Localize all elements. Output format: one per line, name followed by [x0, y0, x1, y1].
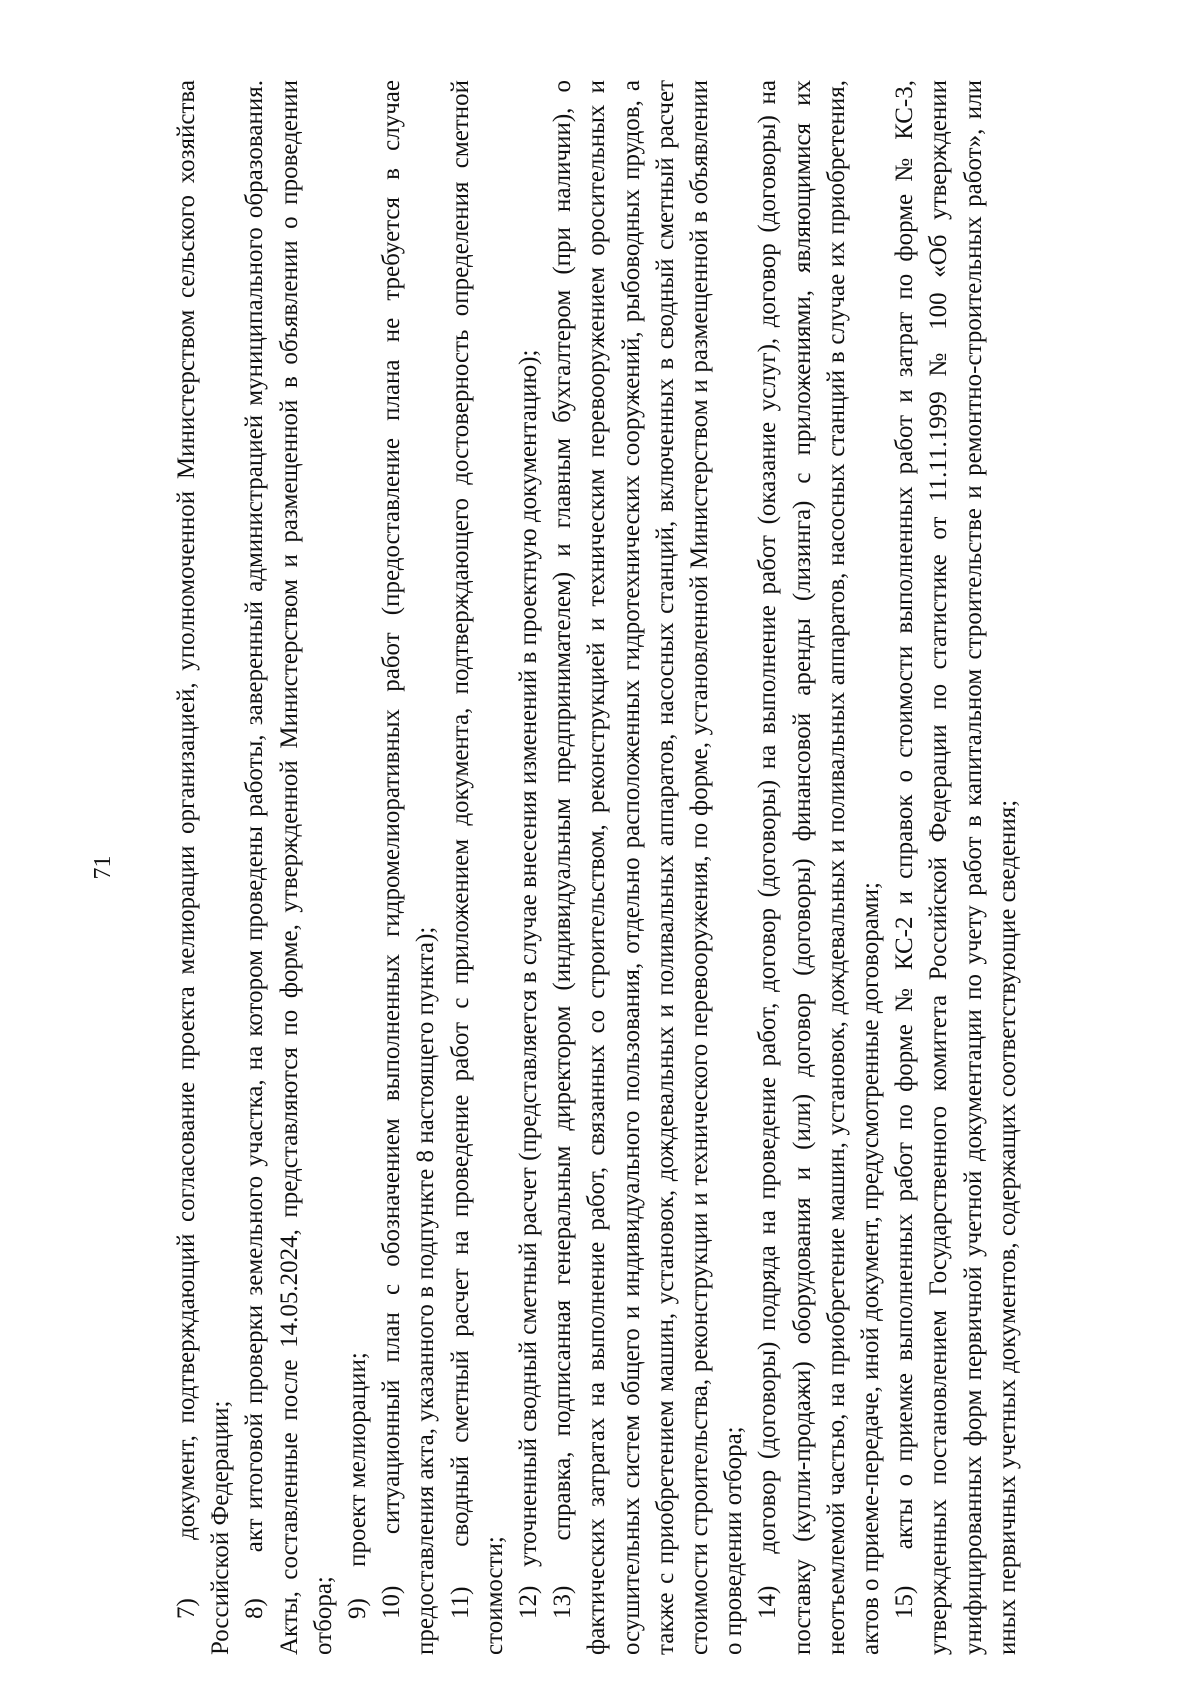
- list-item-9: 9) проект мелиорации;: [344, 1352, 372, 1619]
- list-item-15: 15) акты о приемке выполненных работ по форме № КС-2 и справок о стоимости выполненных работ и затрат по форме № КС-3, утвержденных постановлением Государственного комитета Российской Федерации по статистике от 11.11.1999 № 100 «Об утверждении унифицированных форм первичной учетной документации по учету работ в капитальном строительстве и ремонтно-строительных работ», или иных первичных учетных документов, содержащих соответствующие сведения;: [891, 80, 1021, 1655]
- page-number: 71: [90, 855, 116, 880]
- rotated-page-content: [90, 80, 1040, 1655]
- list-item-8: 8) акт итоговой проверки земельного участка, на котором проведены работы, заверенный администрацией муниципального образования. Акты, составленные после 14.05.2024, представляются по форме, утвержденной Министерством и размещенной в объявлении о проведении отбора;: [241, 80, 337, 1655]
- list-item-12: 12) уточненный сводный сметный расчет (представляется в случае внесения изменений в проектную документацию);: [515, 349, 543, 1619]
- list-item-10: 10) ситуационный план с обозначением выполненных гидромелиоративных работ (предоставление плана не требуется в случае предоставления акта, указанного в подпункте 8 настоящего пункта);: [378, 80, 440, 1655]
- list-item-13: 13) справка, подписанная генеральным директором (индивидуальным предпринимателем) и главным бухгалтером (при наличии), о фактических затратах на выполнение работ, связанных со строительством, реконструкцией и техническим перевооружением оросительных и осушительных систем общего и индивидуального пользования, отдельно расположенных гидротехнических сооружений, рыбоводных прудов, а также с приобретением машин, установок, дождевальных и поливальных аппаратов, насосных станций, включенных в сводный сметный расчет стоимости строительства, реконструкции и технического перевооружения, по форме, установленной Министерством и размещенной в объявлении о проведении отбора;: [549, 80, 748, 1655]
- list-item-14: 14) договор (договоры) подряда на проведение работ, договор (договоры) на выполнение работ (оказание услуг), договор (договоры) на поставку (купли-продажи) оборудования и (или) договор (договоры) финансовой аренды (лизинга) с приложениями, являющимися их неотъемлемой частью, на приобретение машин, установок, дождевальных и поливальных аппаратов, насосных станций в случае их приобретения, актов о приеме-передаче, иной документ, предусмотренные договорами;: [754, 80, 885, 1655]
- list-item-11: 11) сводный сметный расчет на проведение работ с приложением документа, подтверждающего достоверность определения сметной стоимости;: [446, 80, 508, 1655]
- list-item-7: 7) документ, подтверждающий согласование проекта мелиорации организацией, уполномоченной Министерством сельского хозяйства Российской Федерации;: [173, 80, 235, 1655]
